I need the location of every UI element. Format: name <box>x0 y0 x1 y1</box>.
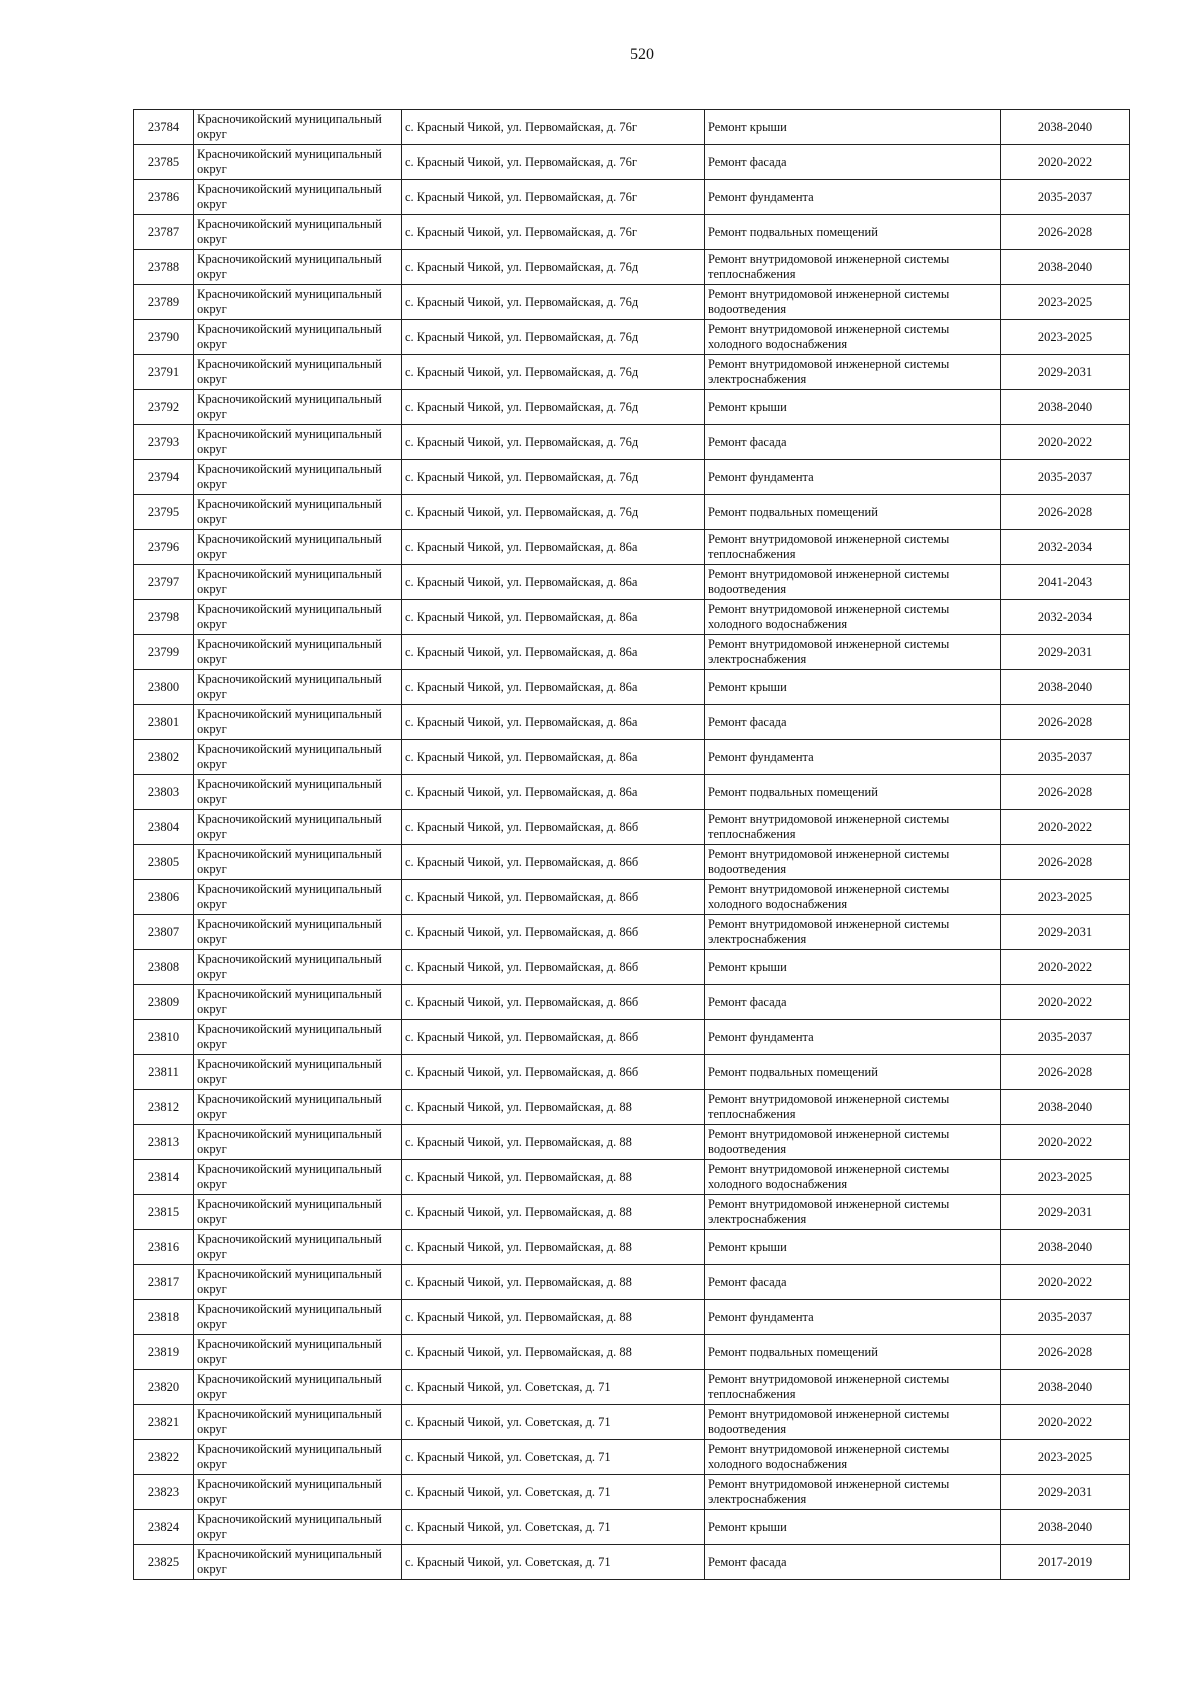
municipality-cell: Красночикойский муниципальный округ <box>194 320 402 355</box>
work-type-cell: Ремонт фундамента <box>705 740 1001 775</box>
municipality-cell: Красночикойский муниципальный округ <box>194 1300 402 1335</box>
address-cell: с. Красный Чикой, ул. Первомайская, д. 88 <box>402 1335 705 1370</box>
period-cell: 2026-2028 <box>1001 705 1130 740</box>
table-row <box>134 635 1130 670</box>
address-cell: с. Красный Чикой, ул. Первомайская, д. 86а <box>402 775 705 810</box>
period-cell: 2035-2037 <box>1001 740 1130 775</box>
row-number-cell: 23817 <box>134 1265 194 1300</box>
address-cell: с. Красный Чикой, ул. Первомайская, д. 76г <box>402 110 705 145</box>
table-row <box>134 775 1130 810</box>
work-type-cell: Ремонт подвальных помещений <box>705 215 1001 250</box>
table-row <box>134 250 1130 285</box>
work-type-cell: Ремонт подвальных помещений <box>705 495 1001 530</box>
address-cell: с. Красный Чикой, ул. Первомайская, д. 86а <box>402 565 705 600</box>
table-row <box>134 1230 1130 1265</box>
period-cell: 2026-2028 <box>1001 1055 1130 1090</box>
municipality-cell: Красночикойский муниципальный округ <box>194 215 402 250</box>
municipality-cell: Красночикойский муниципальный округ <box>194 1160 402 1195</box>
period-cell: 2029-2031 <box>1001 1195 1130 1230</box>
municipality-cell: Красночикойский муниципальный округ <box>194 110 402 145</box>
capital-repair-table <box>133 109 1130 1580</box>
row-number-cell: 23794 <box>134 460 194 495</box>
period-cell: 2038-2040 <box>1001 1230 1130 1265</box>
work-type-cell: Ремонт крыши <box>705 110 1001 145</box>
period-cell: 2026-2028 <box>1001 215 1130 250</box>
period-cell: 2020-2022 <box>1001 950 1130 985</box>
work-type-cell: Ремонт внутридомовой инженерной системы водоотведения <box>705 1125 1001 1160</box>
address-cell: с. Красный Чикой, ул. Первомайская, д. 76д <box>402 355 705 390</box>
row-number-cell: 23801 <box>134 705 194 740</box>
period-cell: 2032-2034 <box>1001 530 1130 565</box>
table-row <box>134 1510 1130 1545</box>
table-row <box>134 495 1130 530</box>
work-type-cell: Ремонт внутридомовой инженерной системы теплоснабжения <box>705 530 1001 565</box>
row-number-cell: 23797 <box>134 565 194 600</box>
table-row <box>134 110 1130 145</box>
period-cell: 2020-2022 <box>1001 1405 1130 1440</box>
municipality-cell: Красночикойский муниципальный округ <box>194 1020 402 1055</box>
work-type-cell: Ремонт внутридомовой инженерной системы электроснабжения <box>705 1195 1001 1230</box>
table-row <box>134 985 1130 1020</box>
address-cell: с. Красный Чикой, ул. Первомайская, д. 86а <box>402 740 705 775</box>
table-row <box>134 1300 1130 1335</box>
municipality-cell: Красночикойский муниципальный округ <box>194 495 402 530</box>
row-number-cell: 23825 <box>134 1545 194 1580</box>
period-cell: 2023-2025 <box>1001 285 1130 320</box>
municipality-cell: Красночикойский муниципальный округ <box>194 845 402 880</box>
row-number-cell: 23788 <box>134 250 194 285</box>
row-number-cell: 23793 <box>134 425 194 460</box>
address-cell: с. Красный Чикой, ул. Первомайская, д. 76д <box>402 285 705 320</box>
address-cell: с. Красный Чикой, ул. Первомайская, д. 86а <box>402 600 705 635</box>
row-number-cell: 23814 <box>134 1160 194 1195</box>
period-cell: 2038-2040 <box>1001 1370 1130 1405</box>
municipality-cell: Красночикойский муниципальный округ <box>194 1370 402 1405</box>
work-type-cell: Ремонт внутридомовой инженерной системы теплоснабжения <box>705 1090 1001 1125</box>
address-cell: с. Красный Чикой, ул. Первомайская, д. 86а <box>402 670 705 705</box>
work-type-cell: Ремонт крыши <box>705 1510 1001 1545</box>
table-row <box>134 145 1130 180</box>
row-number-cell: 23803 <box>134 775 194 810</box>
row-number-cell: 23790 <box>134 320 194 355</box>
municipality-cell: Красночикойский муниципальный округ <box>194 880 402 915</box>
municipality-cell: Красночикойский муниципальный округ <box>194 1545 402 1580</box>
address-cell: с. Красный Чикой, ул. Первомайская, д. 86б <box>402 845 705 880</box>
work-type-cell: Ремонт внутридомовой инженерной системы электроснабжения <box>705 915 1001 950</box>
work-type-cell: Ремонт внутридомовой инженерной системы электроснабжения <box>705 635 1001 670</box>
work-type-cell: Ремонт крыши <box>705 390 1001 425</box>
work-type-cell: Ремонт подвальных помещений <box>705 775 1001 810</box>
period-cell: 2023-2025 <box>1001 1440 1130 1475</box>
municipality-cell: Красночикойский муниципальный округ <box>194 390 402 425</box>
table-row <box>134 215 1130 250</box>
municipality-cell: Красночикойский муниципальный округ <box>194 355 402 390</box>
address-cell: с. Красный Чикой, ул. Первомайская, д. 76д <box>402 460 705 495</box>
work-type-cell: Ремонт подвальных помещений <box>705 1055 1001 1090</box>
municipality-cell: Красночикойский муниципальный округ <box>194 1230 402 1265</box>
period-cell: 2032-2034 <box>1001 600 1130 635</box>
address-cell: с. Красный Чикой, ул. Первомайская, д. 88 <box>402 1195 705 1230</box>
period-cell: 2038-2040 <box>1001 110 1130 145</box>
period-cell: 2035-2037 <box>1001 180 1130 215</box>
work-type-cell: Ремонт внутридомовой инженерной системы водоотведения <box>705 285 1001 320</box>
row-number-cell: 23798 <box>134 600 194 635</box>
municipality-cell: Красночикойский муниципальный округ <box>194 285 402 320</box>
work-type-cell: Ремонт внутридомовой инженерной системы холодного водоснабжения <box>705 1440 1001 1475</box>
address-cell: с. Красный Чикой, ул. Советская, д. 71 <box>402 1370 705 1405</box>
row-number-cell: 23810 <box>134 1020 194 1055</box>
row-number-cell: 23802 <box>134 740 194 775</box>
period-cell: 2026-2028 <box>1001 1335 1130 1370</box>
table-row <box>134 1370 1130 1405</box>
period-cell: 2038-2040 <box>1001 670 1130 705</box>
municipality-cell: Красночикойский муниципальный округ <box>194 705 402 740</box>
address-cell: с. Красный Чикой, ул. Советская, д. 71 <box>402 1405 705 1440</box>
row-number-cell: 23784 <box>134 110 194 145</box>
address-cell: с. Красный Чикой, ул. Первомайская, д. 76д <box>402 390 705 425</box>
period-cell: 2041-2043 <box>1001 565 1130 600</box>
row-number-cell: 23786 <box>134 180 194 215</box>
period-cell: 2035-2037 <box>1001 1020 1130 1055</box>
period-cell: 2020-2022 <box>1001 1265 1130 1300</box>
municipality-cell: Красночикойский муниципальный округ <box>194 180 402 215</box>
table-row <box>134 1335 1130 1370</box>
row-number-cell: 23821 <box>134 1405 194 1440</box>
table-row <box>134 390 1130 425</box>
address-cell: с. Красный Чикой, ул. Советская, д. 71 <box>402 1475 705 1510</box>
table-row <box>134 705 1130 740</box>
work-type-cell: Ремонт внутридомовой инженерной системы холодного водоснабжения <box>705 320 1001 355</box>
table-row <box>134 355 1130 390</box>
address-cell: с. Красный Чикой, ул. Первомайская, д. 86б <box>402 810 705 845</box>
municipality-cell: Красночикойский муниципальный округ <box>194 1510 402 1545</box>
work-type-cell: Ремонт внутридомовой инженерной системы холодного водоснабжения <box>705 1160 1001 1195</box>
work-type-cell: Ремонт крыши <box>705 670 1001 705</box>
municipality-cell: Красночикойский муниципальный округ <box>194 425 402 460</box>
address-cell: с. Красный Чикой, ул. Первомайская, д. 88 <box>402 1230 705 1265</box>
work-type-cell: Ремонт внутридомовой инженерной системы холодного водоснабжения <box>705 880 1001 915</box>
work-type-cell: Ремонт фасада <box>705 1545 1001 1580</box>
row-number-cell: 23796 <box>134 530 194 565</box>
address-cell: с. Красный Чикой, ул. Первомайская, д. 86а <box>402 705 705 740</box>
work-type-cell: Ремонт фасада <box>705 1265 1001 1300</box>
address-cell: с. Красный Чикой, ул. Первомайская, д. 76г <box>402 145 705 180</box>
period-cell: 2020-2022 <box>1001 145 1130 180</box>
period-cell: 2020-2022 <box>1001 425 1130 460</box>
municipality-cell: Красночикойский муниципальный округ <box>194 1265 402 1300</box>
table-row <box>134 320 1130 355</box>
address-cell: с. Красный Чикой, ул. Первомайская, д. 76д <box>402 250 705 285</box>
address-cell: с. Красный Чикой, ул. Первомайская, д. 76г <box>402 215 705 250</box>
period-cell: 2023-2025 <box>1001 1160 1130 1195</box>
municipality-cell: Красночикойский муниципальный округ <box>194 1335 402 1370</box>
row-number-cell: 23823 <box>134 1475 194 1510</box>
work-type-cell: Ремонт фасада <box>705 985 1001 1020</box>
period-cell: 2035-2037 <box>1001 460 1130 495</box>
row-number-cell: 23820 <box>134 1370 194 1405</box>
work-type-cell: Ремонт подвальных помещений <box>705 1335 1001 1370</box>
row-number-cell: 23819 <box>134 1335 194 1370</box>
table-row <box>134 180 1130 215</box>
row-number-cell: 23822 <box>134 1440 194 1475</box>
work-type-cell: Ремонт внутридомовой инженерной системы водоотведения <box>705 1405 1001 1440</box>
period-cell: 2023-2025 <box>1001 880 1130 915</box>
municipality-cell: Красночикойский муниципальный округ <box>194 565 402 600</box>
municipality-cell: Красночикойский муниципальный округ <box>194 670 402 705</box>
row-number-cell: 23799 <box>134 635 194 670</box>
table-row <box>134 425 1130 460</box>
row-number-cell: 23805 <box>134 845 194 880</box>
municipality-cell: Красночикойский муниципальный округ <box>194 635 402 670</box>
municipality-cell: Красночикойский муниципальный округ <box>194 810 402 845</box>
period-cell: 2020-2022 <box>1001 810 1130 845</box>
row-number-cell: 23789 <box>134 285 194 320</box>
address-cell: с. Красный Чикой, ул. Первомайская, д. 86а <box>402 635 705 670</box>
address-cell: с. Красный Чикой, ул. Первомайская, д. 76д <box>402 425 705 460</box>
table-row <box>134 565 1130 600</box>
work-type-cell: Ремонт внутридомовой инженерной системы водоотведения <box>705 565 1001 600</box>
period-cell: 2026-2028 <box>1001 845 1130 880</box>
address-cell: с. Красный Чикой, ул. Первомайская, д. 86б <box>402 880 705 915</box>
address-cell: с. Красный Чикой, ул. Первомайская, д. 88 <box>402 1125 705 1160</box>
municipality-cell: Красночикойский муниципальный округ <box>194 1125 402 1160</box>
table-row <box>134 1090 1130 1125</box>
table-row <box>134 810 1130 845</box>
municipality-cell: Красночикойский муниципальный округ <box>194 460 402 495</box>
table-row <box>134 1125 1130 1160</box>
period-cell: 2017-2019 <box>1001 1545 1130 1580</box>
row-number-cell: 23785 <box>134 145 194 180</box>
address-cell: с. Красный Чикой, ул. Первомайская, д. 86б <box>402 1020 705 1055</box>
table-row <box>134 530 1130 565</box>
address-cell: с. Красный Чикой, ул. Первомайская, д. 88 <box>402 1090 705 1125</box>
table-row <box>134 1440 1130 1475</box>
table-row <box>134 1405 1130 1440</box>
row-number-cell: 23807 <box>134 915 194 950</box>
work-type-cell: Ремонт внутридомовой инженерной системы водоотведения <box>705 845 1001 880</box>
municipality-cell: Красночикойский муниципальный округ <box>194 950 402 985</box>
municipality-cell: Красночикойский муниципальный округ <box>194 1440 402 1475</box>
period-cell: 2038-2040 <box>1001 390 1130 425</box>
work-type-cell: Ремонт крыши <box>705 950 1001 985</box>
work-type-cell: Ремонт фасада <box>705 705 1001 740</box>
table-row <box>134 460 1130 495</box>
row-number-cell: 23791 <box>134 355 194 390</box>
table-row <box>134 880 1130 915</box>
row-number-cell: 23806 <box>134 880 194 915</box>
work-type-cell: Ремонт внутридомовой инженерной системы теплоснабжения <box>705 250 1001 285</box>
period-cell: 2038-2040 <box>1001 1090 1130 1125</box>
municipality-cell: Красночикойский муниципальный округ <box>194 775 402 810</box>
address-cell: с. Красный Чикой, ул. Первомайская, д. 76д <box>402 495 705 530</box>
table-row <box>134 740 1130 775</box>
row-number-cell: 23808 <box>134 950 194 985</box>
row-number-cell: 23812 <box>134 1090 194 1125</box>
row-number-cell: 23809 <box>134 985 194 1020</box>
work-type-cell: Ремонт внутридомовой инженерной системы теплоснабжения <box>705 1370 1001 1405</box>
row-number-cell: 23815 <box>134 1195 194 1230</box>
address-cell: с. Красный Чикой, ул. Первомайская, д. 86б <box>402 1055 705 1090</box>
work-type-cell: Ремонт фундамента <box>705 180 1001 215</box>
table-row <box>134 845 1130 880</box>
period-cell: 2023-2025 <box>1001 320 1130 355</box>
table-row <box>134 1055 1130 1090</box>
municipality-cell: Красночикойский муниципальный округ <box>194 1195 402 1230</box>
row-number-cell: 23824 <box>134 1510 194 1545</box>
municipality-cell: Красночикойский муниципальный округ <box>194 1090 402 1125</box>
municipality-cell: Красночикойский муниципальный округ <box>194 1475 402 1510</box>
table-row <box>134 1020 1130 1055</box>
address-cell: с. Красный Чикой, ул. Первомайская, д. 88 <box>402 1160 705 1195</box>
table-row <box>134 1195 1130 1230</box>
work-type-cell: Ремонт внутридомовой инженерной системы электроснабжения <box>705 355 1001 390</box>
work-type-cell: Ремонт крыши <box>705 1230 1001 1265</box>
row-number-cell: 23818 <box>134 1300 194 1335</box>
period-cell: 2029-2031 <box>1001 635 1130 670</box>
work-type-cell: Ремонт фундамента <box>705 1020 1001 1055</box>
address-cell: с. Красный Чикой, ул. Первомайская, д. 88 <box>402 1300 705 1335</box>
row-number-cell: 23811 <box>134 1055 194 1090</box>
period-cell: 2029-2031 <box>1001 355 1130 390</box>
work-type-cell: Ремонт внутридомовой инженерной системы теплоснабжения <box>705 810 1001 845</box>
table-body <box>134 110 1130 1580</box>
work-type-cell: Ремонт внутридомовой инженерной системы холодного водоснабжения <box>705 600 1001 635</box>
row-number-cell: 23816 <box>134 1230 194 1265</box>
period-cell: 2020-2022 <box>1001 985 1130 1020</box>
row-number-cell: 23787 <box>134 215 194 250</box>
address-cell: с. Красный Чикой, ул. Советская, д. 71 <box>402 1440 705 1475</box>
period-cell: 2029-2031 <box>1001 915 1130 950</box>
municipality-cell: Красночикойский муниципальный округ <box>194 600 402 635</box>
table-row <box>134 285 1130 320</box>
table-row <box>134 1265 1130 1300</box>
municipality-cell: Красночикойский муниципальный округ <box>194 145 402 180</box>
address-cell: с. Красный Чикой, ул. Первомайская, д. 86б <box>402 915 705 950</box>
period-cell: 2035-2037 <box>1001 1300 1130 1335</box>
period-cell: 2038-2040 <box>1001 1510 1130 1545</box>
municipality-cell: Красночикойский муниципальный округ <box>194 915 402 950</box>
row-number-cell: 23813 <box>134 1125 194 1160</box>
work-type-cell: Ремонт фундамента <box>705 460 1001 495</box>
table-row <box>134 1475 1130 1510</box>
table-row <box>134 915 1130 950</box>
address-cell: с. Красный Чикой, ул. Первомайская, д. 76д <box>402 320 705 355</box>
table-row <box>134 670 1130 705</box>
table-row <box>134 1545 1130 1580</box>
municipality-cell: Красночикойский муниципальный округ <box>194 985 402 1020</box>
address-cell: с. Красный Чикой, ул. Первомайская, д. 86а <box>402 530 705 565</box>
address-cell: с. Красный Чикой, ул. Советская, д. 71 <box>402 1510 705 1545</box>
work-type-cell: Ремонт фасада <box>705 145 1001 180</box>
table-row <box>134 1160 1130 1195</box>
period-cell: 2038-2040 <box>1001 250 1130 285</box>
municipality-cell: Красночикойский муниципальный округ <box>194 740 402 775</box>
work-type-cell: Ремонт фасада <box>705 425 1001 460</box>
address-cell: с. Красный Чикой, ул. Первомайская, д. 88 <box>402 1265 705 1300</box>
municipality-cell: Красночикойский муниципальный округ <box>194 1055 402 1090</box>
address-cell: с. Красный Чикой, ул. Советская, д. 71 <box>402 1545 705 1580</box>
period-cell: 2029-2031 <box>1001 1475 1130 1510</box>
municipality-cell: Красночикойский муниципальный округ <box>194 250 402 285</box>
address-cell: с. Красный Чикой, ул. Первомайская, д. 76г <box>402 180 705 215</box>
row-number-cell: 23795 <box>134 495 194 530</box>
period-cell: 2026-2028 <box>1001 495 1130 530</box>
municipality-cell: Красночикойский муниципальный округ <box>194 1405 402 1440</box>
work-type-cell: Ремонт внутридомовой инженерной системы электроснабжения <box>705 1475 1001 1510</box>
table-row <box>134 600 1130 635</box>
row-number-cell: 23792 <box>134 390 194 425</box>
address-cell: с. Красный Чикой, ул. Первомайская, д. 86б <box>402 950 705 985</box>
municipality-cell: Красночикойский муниципальный округ <box>194 530 402 565</box>
period-cell: 2020-2022 <box>1001 1125 1130 1160</box>
work-type-cell: Ремонт фундамента <box>705 1300 1001 1335</box>
row-number-cell: 23804 <box>134 810 194 845</box>
period-cell: 2026-2028 <box>1001 775 1130 810</box>
table-row <box>134 950 1130 985</box>
row-number-cell: 23800 <box>134 670 194 705</box>
address-cell: с. Красный Чикой, ул. Первомайская, д. 86б <box>402 985 705 1020</box>
page-number: 520 <box>630 46 654 63</box>
